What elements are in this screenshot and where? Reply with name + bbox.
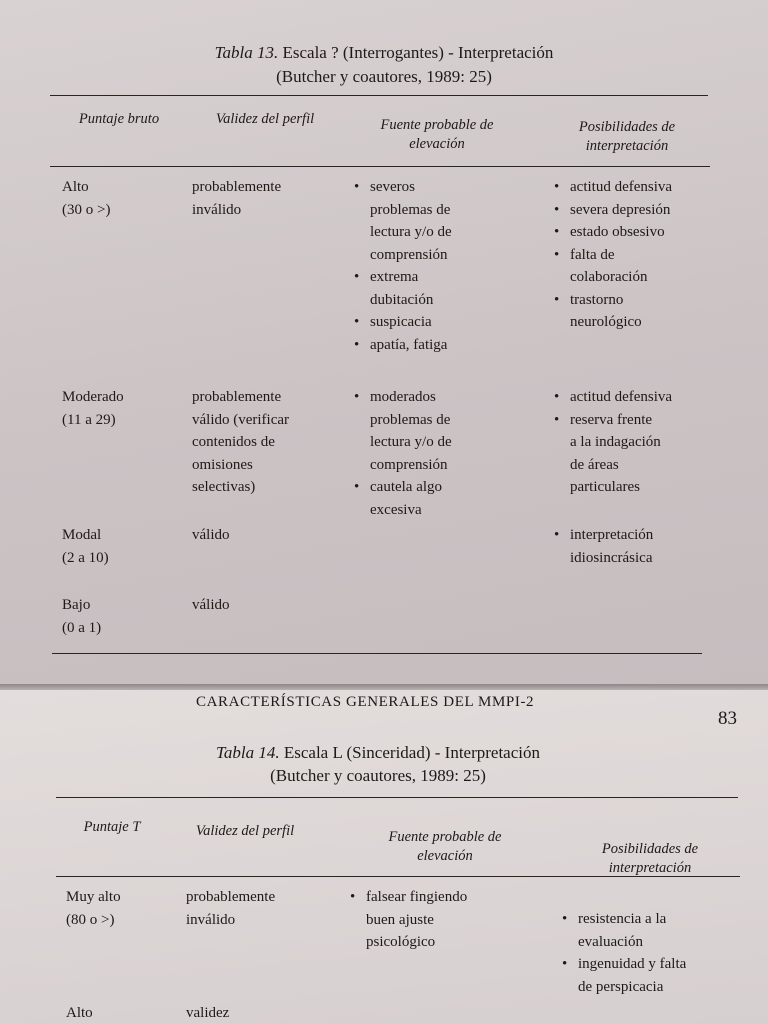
table14-header-validity: Validez del perfil: [195, 823, 295, 839]
cell-line: comprensión: [370, 456, 448, 473]
cell-line: problemas de: [370, 411, 451, 428]
bullet-item: • actitud defensiva: [554, 176, 672, 199]
table13-row2-validity-cell: [192, 524, 230, 547]
bullet-item: • ingenuidad y falta: [562, 953, 686, 976]
table13-top-rule: [50, 95, 708, 96]
cell-line: Moderado: [62, 389, 124, 405]
cell-line: problemas de: [370, 201, 451, 218]
table13-row0-validity-cell: [192, 176, 281, 221]
bullet-item: • cautela algo: [354, 476, 452, 499]
table13-row0-score-cell: [62, 176, 110, 221]
table14-row0-source-cell: [350, 886, 467, 954]
cell-line: dubitación: [370, 291, 434, 308]
bullet-item: • actitud defensiva: [554, 386, 672, 409]
table13-row1-source-cell: [354, 386, 452, 521]
cell-line: selectivas): [192, 479, 256, 495]
bullet-item: • falsear fingiendo: [350, 886, 467, 909]
cell-line: a la indagación: [570, 434, 661, 450]
table13-title-text: Escala ? (Interrogantes) - Interpretación: [282, 43, 554, 62]
table14-header-source: Fuente probable de elevación: [388, 829, 502, 864]
bullet-item: • severa depresión: [554, 199, 672, 222]
table13-row0-interp-cell: [554, 176, 672, 334]
cell-line: comprensión: [370, 246, 448, 263]
table13-bottom-rule: [52, 653, 702, 654]
cell-line: psicológico: [366, 934, 436, 950]
cell-line: lectura y/o de: [370, 224, 452, 240]
cell-line: Alto: [62, 179, 89, 195]
table13-subtitle: (Butcher y coautores, 1989: 25): [276, 67, 492, 86]
cell-line: buen ajuste: [366, 911, 434, 928]
cell-line: válido: [192, 597, 230, 613]
table13-header-source: Fuente probable de elevación: [380, 117, 494, 152]
cell-line: excesiva: [370, 501, 422, 518]
cell-line: validez: [186, 1005, 230, 1021]
bullet-item: • extrema: [354, 266, 452, 289]
running-head: CARACTERÍSTICAS GENERALES DEL MMPI-2: [196, 694, 535, 710]
bullet-item: • resistencia a la: [562, 908, 686, 931]
table14-row0-score-cell: [66, 886, 121, 931]
cell-line: Alto: [66, 1005, 93, 1021]
cell-line: omisiones: [192, 456, 253, 473]
table14-header-score: Puntaje T: [83, 819, 141, 835]
cell-line: válido (verificar: [192, 411, 290, 428]
table14-header-interp: Posibilidades de interpretación: [601, 841, 699, 876]
table14-row1-score-cell: [66, 1002, 93, 1024]
bullet-item: • apatía, fatiga: [354, 334, 452, 357]
cell-line: inválido: [186, 911, 236, 928]
table13-row2-score-cell: [62, 524, 109, 569]
cell-line: colaboración: [570, 269, 648, 285]
cell-line: neurológico: [570, 314, 642, 330]
table14-title-label: Tabla 14.: [215, 743, 280, 762]
cell-line: evaluación: [578, 933, 643, 950]
bullet-item: • moderados: [354, 386, 452, 409]
table13-row1-validity-cell: [192, 386, 289, 499]
cell-line: Modal: [62, 527, 102, 543]
cell-line: (80 o >): [66, 911, 115, 928]
page-number: 83: [718, 708, 737, 729]
cell-line: contenidos de: [192, 434, 275, 450]
table13-row1-interp-cell: [554, 386, 672, 499]
table14-title-text: Escala L (Sinceridad) - Interpretación: [283, 743, 540, 762]
table14-row0-validity-cell: [186, 886, 275, 931]
cell-line: probablemente: [192, 389, 282, 405]
table14-subtitle: (Butcher y coautores, 1989: 25): [270, 766, 486, 785]
table13-row2-interp-cell: [554, 524, 653, 569]
table13-row3-validity-cell: [192, 594, 230, 617]
table14-title: [0, 742, 762, 764]
table13-row1-score-cell: [62, 386, 124, 431]
cell-line: (30 o >): [62, 201, 111, 218]
cell-line: de áreas: [570, 456, 619, 473]
table14-row0-interp-cell: [562, 908, 686, 998]
bullet-item: • estado obsesivo: [554, 221, 672, 244]
cell-line: de perspicacia: [578, 978, 664, 995]
cell-line: válido: [192, 527, 230, 543]
bullet-item: • suspicacia: [354, 311, 452, 334]
bullet-item: • reserva frente: [554, 409, 672, 432]
table13-row0-source-cell: [354, 176, 452, 356]
table13-title-label: Tabla 13.: [214, 43, 279, 62]
cell-line: lectura y/o de: [370, 434, 452, 450]
table13-header-rule: [50, 166, 710, 167]
table14-row1-validity-cell: [186, 1002, 229, 1024]
table13-row3-score-cell: [62, 594, 101, 639]
table13-header-interp: Posibilidades de interpretación: [578, 119, 676, 154]
table13-header-score: Puntaje bruto: [78, 111, 160, 127]
cell-line: (11 a 29): [62, 411, 116, 428]
cell-line: Muy alto: [66, 889, 121, 905]
cell-line: inválido: [192, 201, 242, 218]
bullet-item: • trastorno: [554, 289, 672, 312]
table14-top-rule: [56, 797, 738, 798]
cell-line: idiosincrásica: [570, 549, 653, 566]
table13-title: [0, 42, 768, 64]
bullet-item: • falta de: [554, 244, 672, 267]
cell-line: probablemente: [186, 889, 276, 905]
cell-line: probablemente: [192, 179, 282, 195]
bullet-item: • severos: [354, 176, 452, 199]
cell-line: (2 a 10): [62, 549, 109, 566]
cell-line: Bajo: [62, 597, 91, 613]
cell-line: particulares: [570, 479, 640, 495]
bullet-item: • interpretación: [554, 524, 653, 547]
table13-header-validity: Validez del perfil: [215, 111, 315, 127]
cell-line: (0 a 1): [62, 619, 102, 636]
